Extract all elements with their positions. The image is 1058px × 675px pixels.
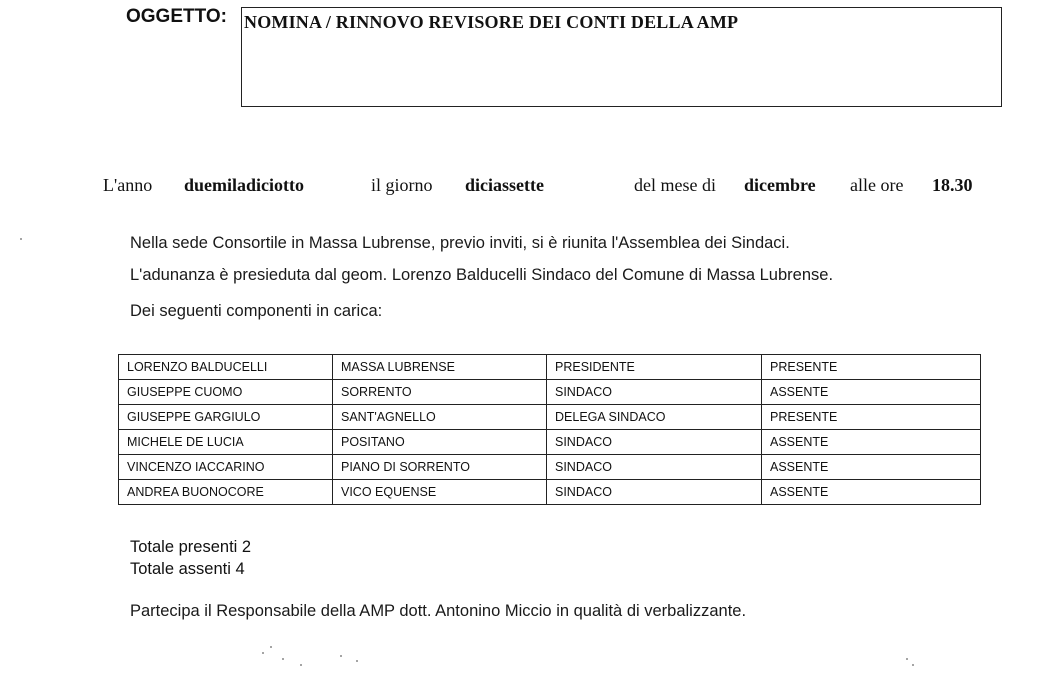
member-comune: SORRENTO (333, 380, 547, 405)
date-month-label: del mese di (634, 175, 716, 195)
member-name: ANDREA BUONOCORE (119, 480, 333, 505)
member-status: ASSENTE (762, 480, 981, 505)
member-status: ASSENTE (762, 380, 981, 405)
member-status: ASSENTE (762, 455, 981, 480)
date-prefix: L'anno (103, 175, 153, 195)
member-comune: MASSA LUBRENSE (333, 355, 547, 380)
date-time-label: alle ore (850, 175, 904, 195)
member-name: LORENZO BALDUCELLI (119, 355, 333, 380)
table-row (119, 430, 981, 455)
member-name: GIUSEPPE GARGIULO (119, 405, 333, 430)
table-row (119, 480, 981, 505)
totale-assenti: Totale assenti 4 (130, 560, 245, 578)
member-comune: VICO EQUENSE (333, 480, 547, 505)
date-year: duemiladiciotto (184, 175, 304, 195)
member-status: PRESENTE (762, 405, 981, 430)
table-row (119, 405, 981, 430)
member-name: MICHELE DE LUCIA (119, 430, 333, 455)
paragraph-adunanza: L'adunanza è presieduta dal geom. Lorenzo Balducelli Sindaco del Comune di Massa Lubrense. (130, 266, 834, 284)
oggetto-label: OGGETTO: (126, 6, 227, 27)
oggetto-text: NOMINA / RINNOVO REVISORE DEI CONTI DELLA AMP (244, 12, 739, 32)
date-time: 18.30 (932, 175, 973, 195)
table-row (119, 355, 981, 380)
member-role: SINDACO (547, 455, 762, 480)
date-day-label: il giorno (371, 175, 433, 195)
member-role: DELEGA SINDACO (547, 405, 762, 430)
member-name: VINCENZO IACCARINO (119, 455, 333, 480)
date-month: dicembre (744, 175, 816, 195)
member-comune: POSITANO (333, 430, 547, 455)
members-table (118, 354, 981, 505)
paragraph-componenti: Dei seguenti componenti in carica: (130, 302, 383, 320)
date-day: diciassette (465, 175, 544, 195)
member-role: SINDACO (547, 380, 762, 405)
totale-presenti: Totale presenti 2 (130, 538, 252, 556)
member-role: PRESIDENTE (547, 355, 762, 380)
member-comune: PIANO DI SORRENTO (333, 455, 547, 480)
paragraph-sede: Nella sede Consortile in Massa Lubrense, previo inviti, si è riunita l'Assemblea dei Sindaci. (130, 234, 790, 252)
member-comune: SANT'AGNELLO (333, 405, 547, 430)
table-row (119, 380, 981, 405)
table-row (119, 455, 981, 480)
member-name: GIUSEPPE CUOMO (119, 380, 333, 405)
member-role: SINDACO (547, 430, 762, 455)
member-status: ASSENTE (762, 430, 981, 455)
paragraph-partecipa: Partecipa il Responsabile della AMP dott. Antonino Miccio in qualità di verbalizzante. (130, 602, 747, 620)
member-status: PRESENTE (762, 355, 981, 380)
member-role: SINDACO (547, 480, 762, 505)
